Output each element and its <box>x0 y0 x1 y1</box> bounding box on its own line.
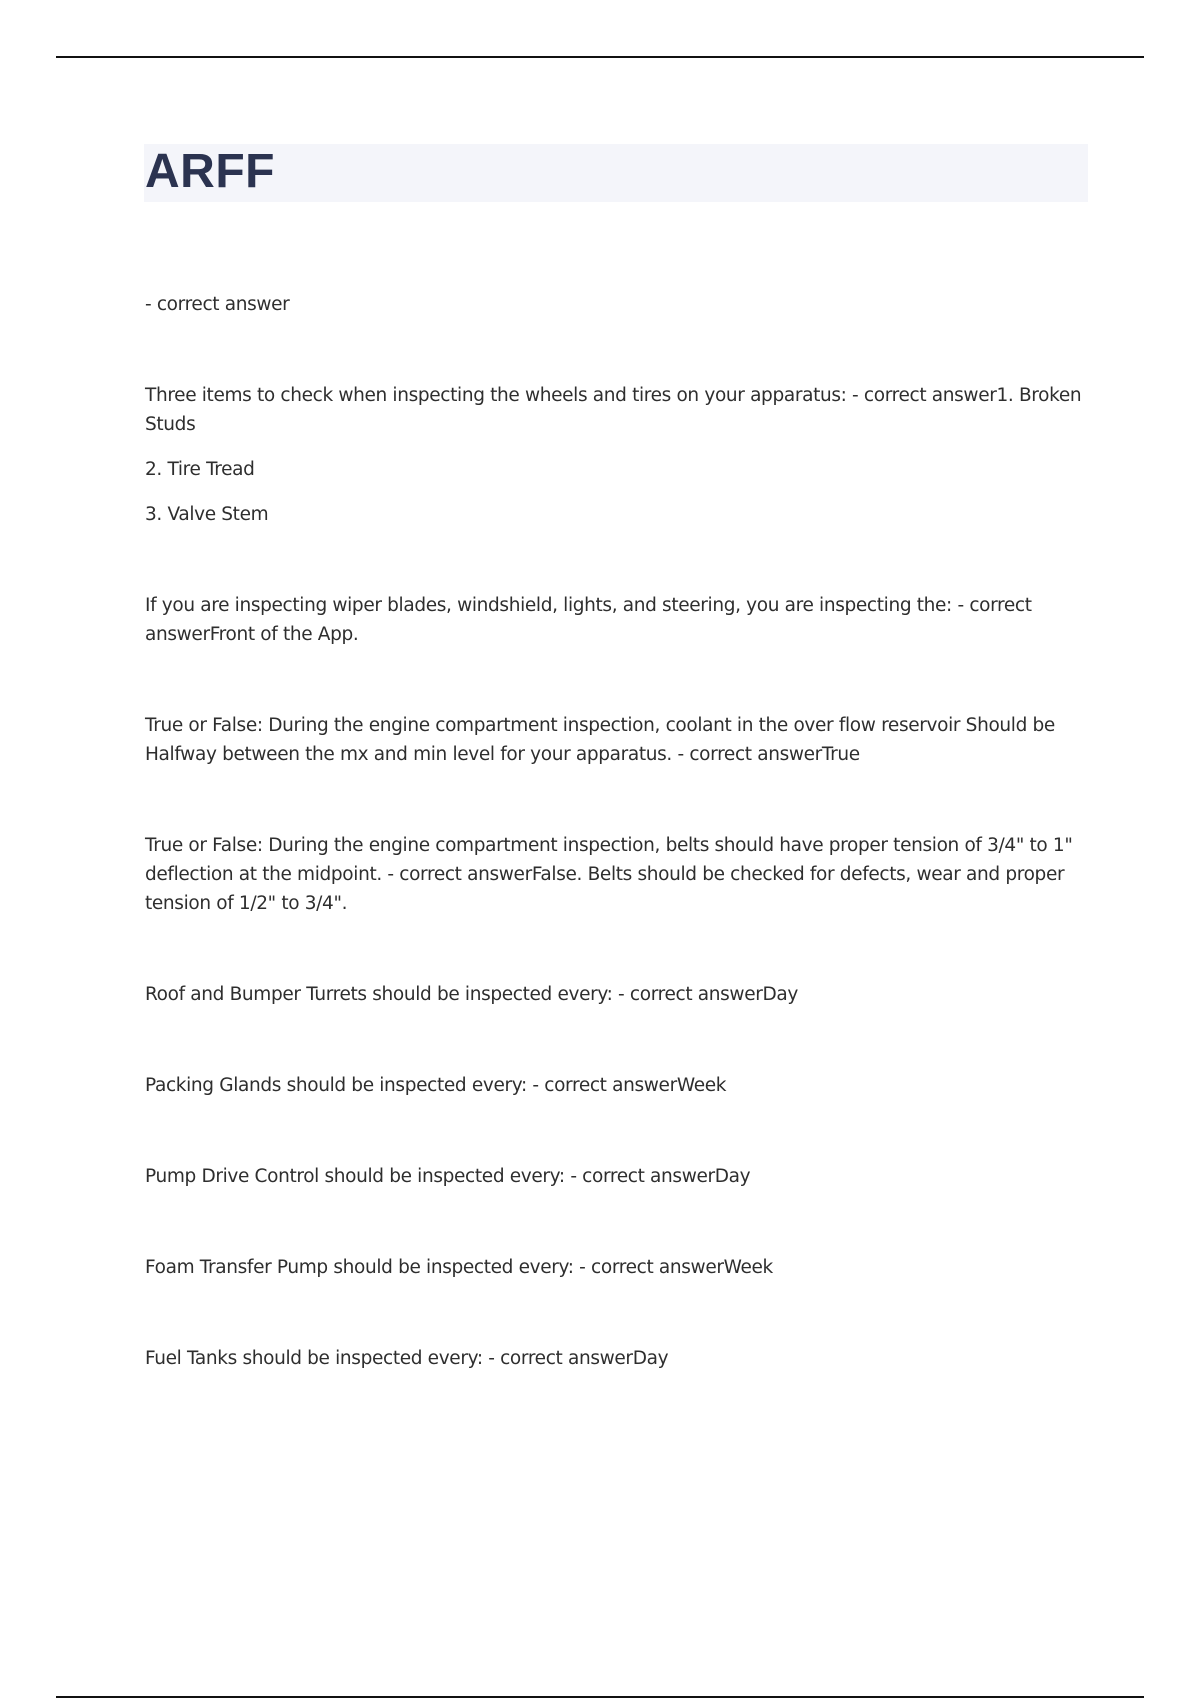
qa-text: Roof and Bumper Turrets should be inspected every: - correct answerDay <box>145 984 798 1005</box>
qa-text: Three items to check when inspecting the wheels and tires on your apparatus: - correct answer1. Broken Studs <box>145 385 1082 435</box>
qa-item <box>145 980 1089 1009</box>
qa-text: True or False: During the engine compartment inspection, coolant in the over flow reservoir Should be Halfway between the mx and min level for your apparatus. - correct answerTrue <box>145 715 1055 765</box>
qa-item <box>145 591 1089 649</box>
top-rule <box>56 56 1144 58</box>
document-body <box>145 290 1089 1435</box>
qa-text: Fuel Tanks should be inspected every: - correct answerDay <box>145 1348 669 1369</box>
qa-text: - correct answer <box>145 294 290 315</box>
qa-text: True or False: During the engine compartment inspection, belts should have proper tension of 3/4" to 1" deflection at the midpoint. - correct answerFalse. Belts should be checked for defects, wear and proper tension of 1/2" to 3/4". <box>145 835 1073 914</box>
qa-text: 2. Tire Tread <box>145 459 255 480</box>
qa-item <box>145 711 1089 769</box>
qa-text: Foam Transfer Pump should be inspected every: - correct answerWeek <box>145 1257 773 1278</box>
qa-text: 3. Valve Stem <box>145 504 269 525</box>
qa-item <box>145 1344 1089 1373</box>
title-banner <box>144 144 1088 202</box>
qa-text: Packing Glands should be inspected every: - correct answerWeek <box>145 1075 727 1096</box>
qa-item <box>145 1253 1089 1282</box>
qa-item <box>145 381 1089 529</box>
qa-item <box>145 290 1089 319</box>
bottom-rule <box>56 1696 1144 1698</box>
page-title: ARFF <box>145 145 275 198</box>
qa-item <box>145 1162 1089 1191</box>
qa-item <box>145 831 1089 918</box>
qa-item <box>145 1071 1089 1100</box>
qa-text: Pump Drive Control should be inspected every: - correct answerDay <box>145 1166 751 1187</box>
qa-text: If you are inspecting wiper blades, windshield, lights, and steering, you are inspecting the: - correct answerFront of the App. <box>145 595 1032 645</box>
